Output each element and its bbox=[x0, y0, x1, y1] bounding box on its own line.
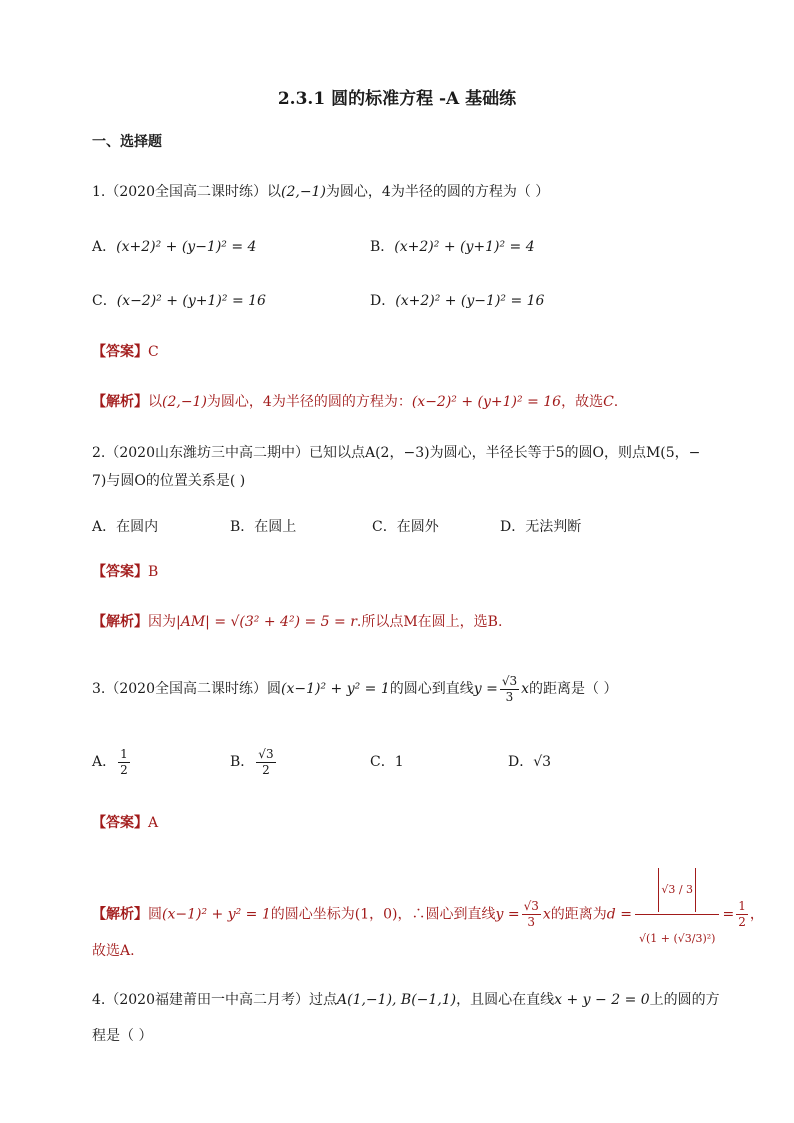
q2-option-a bbox=[92, 517, 158, 537]
option-expr: (x+2)² + (y+1)² = 4 bbox=[394, 239, 535, 255]
q1-point: (2,−1) bbox=[281, 184, 326, 200]
q1-option-b bbox=[370, 237, 535, 257]
fraction-denominator: √(1 + (√3/3)²) bbox=[638, 932, 716, 945]
option-label: C． bbox=[92, 293, 117, 309]
analysis-text: 的圆心坐标为(1，0)，∴圆心到直线 bbox=[270, 906, 496, 923]
question-4-stem-line2: 程是（ ） bbox=[92, 1028, 153, 1044]
q3-option-d bbox=[508, 752, 551, 772]
option-label: C． bbox=[372, 519, 397, 535]
fraction-numerator bbox=[635, 868, 720, 915]
option-label: D． bbox=[500, 519, 526, 535]
analysis-line-var: x bbox=[542, 906, 551, 923]
fraction-denominator: 2 bbox=[120, 762, 128, 777]
page-title: 2.3.1 圆的标准方程 -A 基础练 bbox=[277, 89, 517, 109]
analysis-line-fraction bbox=[522, 899, 541, 930]
q3-answer bbox=[92, 813, 158, 833]
q3-stem-post: 的距离是（ ） bbox=[529, 681, 618, 697]
option-label: A． bbox=[92, 519, 117, 535]
analysis-circle: (x−1)² + y² = 1 bbox=[162, 906, 271, 923]
analysis-tag: 【解析】 bbox=[92, 394, 148, 410]
analysis-text: 为圆心，4为半径的圆的方程为： bbox=[206, 394, 412, 410]
q4-stem-post: 上的圆的方 bbox=[649, 992, 720, 1008]
option-expr: (x+2)² + (y−1)² = 16 bbox=[395, 293, 545, 309]
option-label: B． bbox=[230, 519, 255, 535]
fraction-numerator: √3 bbox=[523, 899, 539, 913]
analysis-expr: |AM| = √(3² + 4²) = 5 = r bbox=[176, 614, 357, 630]
analysis-distance-fraction bbox=[635, 868, 720, 961]
analysis-text: 因为 bbox=[148, 614, 176, 630]
option-text: 在圆外 bbox=[396, 519, 439, 535]
analysis-d: d = bbox=[606, 906, 632, 923]
analysis-result-fraction bbox=[736, 899, 748, 930]
analysis-point: (2,−1) bbox=[162, 394, 207, 410]
question-3-stem bbox=[92, 672, 618, 706]
option-label: C． bbox=[370, 754, 395, 770]
answer-value: A bbox=[148, 815, 159, 831]
q1-answer bbox=[92, 342, 159, 362]
q3-stem-mid: 的圆心到直线 bbox=[389, 681, 474, 697]
fraction-denominator: 2 bbox=[262, 762, 270, 777]
q2-option-d bbox=[500, 517, 581, 537]
fraction-numerator: √3 bbox=[501, 673, 518, 688]
q3-analysis-line2: 故选A. bbox=[92, 943, 135, 959]
q1-stem-pre: 1.（2020全国高二课时练）以 bbox=[92, 184, 281, 200]
section-heading: 一、选择题 bbox=[92, 134, 162, 150]
option-fraction bbox=[118, 747, 130, 778]
fraction-denominator: 3 bbox=[505, 689, 514, 704]
option-fraction bbox=[256, 747, 275, 778]
question-1-stem bbox=[92, 182, 549, 202]
q3-analysis: 【解析】圆(x−1)² + y² = 1的圆心坐标为(1，0)，∴圆心到直线y = $\frac{√3}{3}$ x的距离为d = $\frac{√3 / 3}{\text{√(1 + (√3/3)²)}}$ = $\frac{1}{2}$ ， bbox=[92, 868, 764, 961]
q3-line-fraction bbox=[500, 674, 519, 705]
analysis-text: 圆 bbox=[148, 906, 162, 923]
q2-option-b bbox=[230, 517, 296, 537]
q4-points: A(1,−1), B(−1,1) bbox=[337, 992, 457, 1008]
option-label: B． bbox=[370, 239, 395, 255]
option-text: 在圆上 bbox=[254, 519, 297, 535]
analysis-expr: (x−2)² + (y+1)² = 16 bbox=[411, 394, 562, 410]
option-expr: (x−2)² + (y+1)² = 16 bbox=[116, 293, 266, 309]
option-text: 1 bbox=[394, 754, 404, 770]
analysis-tag: 【解析】 bbox=[92, 906, 148, 923]
answer-tag: 【答案】 bbox=[92, 815, 148, 831]
option-text: 无法判断 bbox=[525, 519, 582, 535]
q3-option-c bbox=[370, 752, 404, 772]
analysis-line-lhs: y = bbox=[495, 906, 520, 923]
option-label: D． bbox=[508, 754, 534, 770]
option-label: A． bbox=[92, 239, 117, 255]
answer-tag: 【答案】 bbox=[92, 344, 148, 360]
q2-analysis bbox=[92, 612, 502, 632]
option-text: 在圆内 bbox=[116, 519, 159, 535]
q1-option-d bbox=[370, 291, 544, 311]
question-2-stem-line2: 7)与圆O的位置关系是( ) bbox=[92, 473, 246, 489]
q4-stem-mid: ，且圆心在直线 bbox=[456, 992, 555, 1008]
analysis-text: 以 bbox=[148, 394, 162, 410]
option-label: B． bbox=[230, 754, 255, 770]
analysis-choice: C bbox=[603, 394, 614, 410]
q3-circle-expr: (x−1)² + y² = 1 bbox=[281, 681, 390, 697]
analysis-text: ，故选 bbox=[561, 394, 604, 410]
analysis-tag: 【解析】 bbox=[92, 614, 148, 630]
answer-value: B bbox=[148, 564, 159, 580]
q4-line: x + y − 2 = 0 bbox=[554, 992, 650, 1008]
q1-analysis bbox=[92, 392, 618, 412]
abs-box: √3 / 3 bbox=[658, 868, 696, 912]
analysis-text: .所以点M在圆上，选B. bbox=[356, 614, 503, 630]
option-label: D． bbox=[370, 293, 396, 309]
q1-option-a bbox=[92, 237, 256, 257]
q3-line-var: x bbox=[521, 681, 530, 697]
fraction-numerator: 1 bbox=[738, 899, 746, 913]
fraction-numerator: 1 bbox=[120, 746, 128, 761]
answer-tag: 【答案】 bbox=[92, 564, 148, 580]
q3-stem-pre: 3.（2020全国高二课时练）圆 bbox=[92, 681, 281, 697]
question-4-stem-line1 bbox=[92, 990, 720, 1010]
q1-stem-post: 为圆心，4为半径的圆的方程为（ ） bbox=[325, 184, 550, 200]
fraction-denominator: 3 bbox=[527, 915, 536, 929]
q3-option-b bbox=[230, 745, 278, 779]
analysis-text: 的距离为 bbox=[550, 906, 607, 923]
fraction-denominator: 2 bbox=[738, 915, 746, 929]
q2-option-c bbox=[372, 517, 439, 537]
q3-option-a bbox=[92, 745, 132, 779]
q2-answer bbox=[92, 562, 158, 582]
option-label: A． bbox=[92, 754, 117, 770]
fraction-numerator: √3 bbox=[258, 746, 274, 761]
option-expr: (x+2)² + (y−1)² = 4 bbox=[116, 239, 257, 255]
answer-value: C bbox=[148, 344, 159, 360]
analysis-text: . bbox=[613, 394, 619, 410]
option-text: √3 bbox=[533, 754, 552, 770]
q1-option-c bbox=[92, 291, 266, 311]
question-2-stem-line1: 2.（2020山东潍坊三中高二期中）已知以点A(2，−3)为圆心，半径长等于5的圆O，则点M(5，− bbox=[92, 445, 701, 461]
q4-stem-pre: 4.（2020福建莆田一中高二月考）过点 bbox=[92, 992, 337, 1008]
q3-line-lhs: y = bbox=[473, 681, 498, 697]
